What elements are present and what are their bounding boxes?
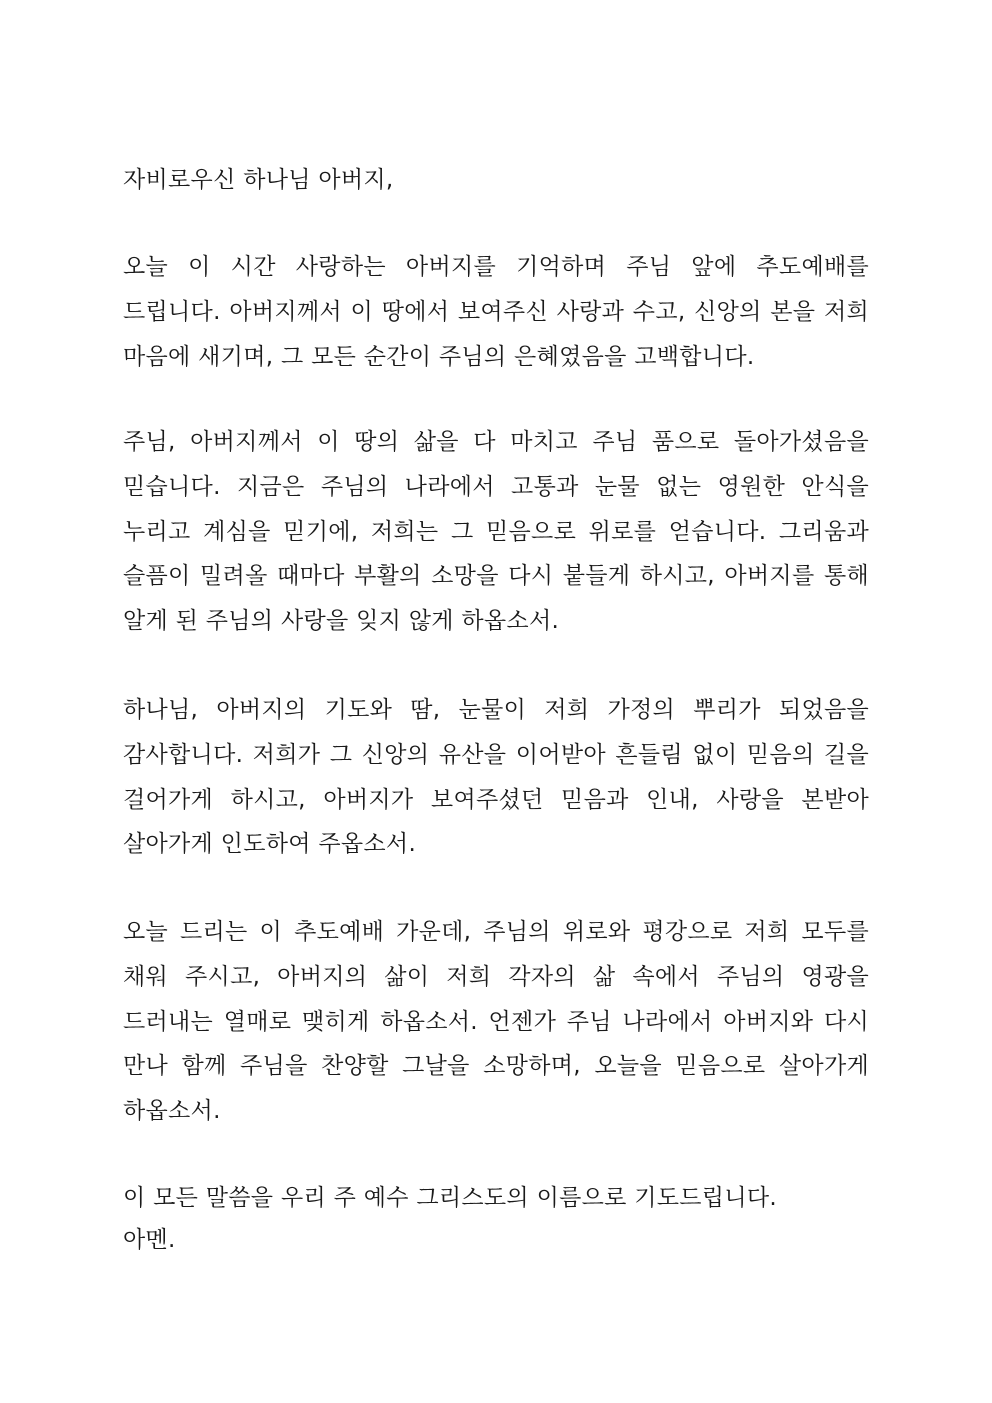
closing-line: 이 모든 말씀을 우리 주 예수 그리스도의 이름으로 기도드립니다. [123,1185,777,1211]
amen-line: 아멘. [123,1227,176,1253]
paragraph-2: 주님, 아버지께서 이 땅의 삶을 다 마치고 주님 품으로 돌아가셨음을 믿습니다. 지금은 주님의 나라에서 고통과 눈물 없는 영원한 안식을 누리고 계심을 믿기에, 저희는 그 믿음으로 위로를 얻습니다. 그리움과 슬픔이 밀려올 때마다 부활의 소망을 다시 붙들게 하시고, 아버지를 통해 알게 된 주님의 사랑을 잊지 않게 하옵소서. [123,429,869,635]
greeting: 자비로우신 하나님 아버지, [123,167,394,193]
paragraph-4: 오늘 드리는 이 추도예배 가운데, 주님의 위로와 평강으로 저희 모두를 채워 주시고, 아버지의 삶이 저희 각자의 삶 속에서 주님의 영광을 드러내는 열매로 맺히게 하옵소서. 언젠가 주님 나라에서 아버지와 다시 만나 함께 주님을 찬양할 그날을 소망하며, 오늘을 믿음으로 살아가게 하옵소서. [123,919,869,1125]
paragraph-1: 오늘 이 시간 사랑하는 아버지를 기억하며 주님 앞에 추도예배를 드립니다. 아버지께서 이 땅에서 보여주신 사랑과 수고, 신앙의 본을 저희 마음에 새기며, 그 모든 순간이 주님의 은혜였음을 고백합니다. [123,254,869,370]
paragraph-3: 하나님, 아버지의 기도와 땀, 눈물이 저희 가정의 뿌리가 되었음을 감사합니다. 저희가 그 신앙의 유산을 이어받아 흔들림 없이 믿음의 길을 걸어가게 하시고, 아버지가 보여주셨던 믿음과 인내, 사랑을 본받아 살아가게 인도하여 주옵소서. [123,697,869,858]
